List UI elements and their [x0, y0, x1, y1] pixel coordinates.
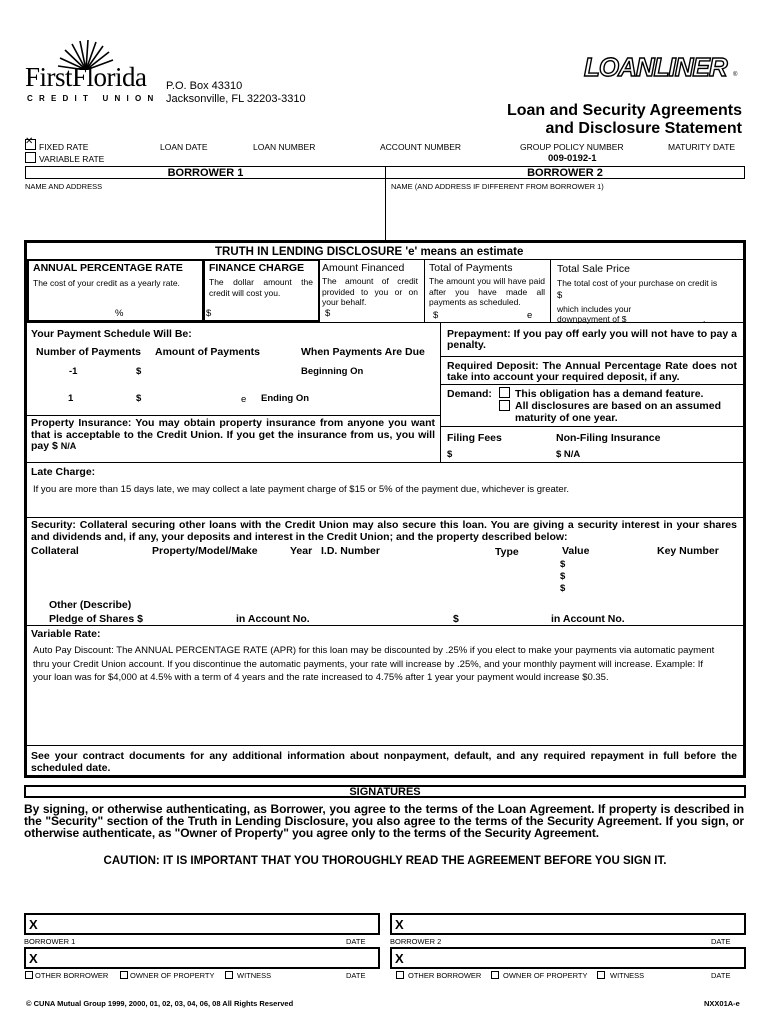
- total-payments-label: Total of Payments: [429, 262, 513, 274]
- copyright: © CUNA Mutual Group 1999, 2000, 01, 02, 03, 04, 06, 08 All Rights Reserved: [26, 999, 294, 1008]
- total-sale-price-value: $: [557, 290, 563, 301]
- col-number-payments: Number of Payments: [36, 346, 142, 358]
- other-date-label-left: DATE: [346, 971, 366, 980]
- borrower2-header: BORROWER 2: [385, 166, 745, 179]
- signature-x: X: [395, 917, 404, 932]
- signature-x: X: [395, 951, 404, 966]
- borrower1-date-label: DATE: [346, 937, 366, 946]
- non-filing-label: Non-Filing Insurance: [556, 432, 661, 444]
- contract-note: See your contract documents for any additional information about nonpayment, default, and any required repayment in full before the scheduled date.: [31, 750, 737, 774]
- property-insurance-text: Property Insurance: You may obtain property insurance from anyone you want that is acceptable to the Credit Union. If you get the insurance from us, you will pay $ N/A: [31, 417, 435, 452]
- owner-property-checkbox-right[interactable]: [491, 971, 499, 979]
- loan-number-label: LOAN NUMBER: [253, 142, 316, 152]
- other-date-label-right: DATE: [711, 971, 731, 980]
- witness-label-left: WITNESS: [237, 971, 272, 980]
- total-payments-desc: The amount you will have paid after you have made all payments as scheduled.: [429, 276, 545, 307]
- security-text: Security: Collateral securing other loans with the Credit Union may also secure this loan. You are giving a security interest in your shares and dividends and, if any, your deposits and interest in the Credit Union; and the property described below:: [31, 519, 737, 543]
- signatures-header: SIGNATURES: [24, 785, 746, 798]
- col-amount-payments: Amount of Payments: [155, 346, 261, 358]
- collateral-value3: $: [560, 583, 566, 594]
- demand-feature-checkbox[interactable]: [499, 387, 510, 398]
- other-borrower-label-left: OTHER BORROWER: [35, 971, 109, 980]
- row1-when: Beginning On: [301, 366, 364, 377]
- name-address2-label: NAME (AND ADDRESS IF DIFFERENT FROM BORROWER 1): [391, 182, 604, 191]
- other-borrower-checkbox-left[interactable]: [25, 971, 33, 979]
- borrower1-header: BORROWER 1: [25, 166, 386, 179]
- group-policy-value: 009-0192-1: [548, 153, 597, 164]
- schedule-title: Your Payment Schedule Will Be:: [31, 328, 192, 340]
- variable-rate-label-section: Variable Rate:: [31, 628, 101, 640]
- amount-financed-value: $: [325, 308, 331, 319]
- signature-x: X: [29, 951, 38, 966]
- fixed-rate-checkbox[interactable]: [25, 139, 36, 150]
- fixed-rate-label: FIXED RATE: [39, 142, 89, 152]
- witness-checkbox-right[interactable]: [597, 971, 605, 979]
- form-code: NXX01A-e: [704, 999, 740, 1008]
- amount-financed-desc: The amount of credit provided to you or on your behalf.: [322, 276, 418, 307]
- borrower2-date-label: DATE: [711, 937, 731, 946]
- owner-property-checkbox-left[interactable]: [120, 971, 128, 979]
- row2-amount: $: [136, 393, 142, 404]
- in-account-label1: in Account No.: [236, 613, 310, 625]
- property-insurance-value: N/A: [60, 441, 77, 451]
- col-type: Type: [495, 546, 519, 558]
- pledge-dollar: $: [453, 613, 459, 625]
- group-policy-label: GROUP POLICY NUMBER: [520, 142, 624, 152]
- other-describe-label: Other (Describe): [49, 599, 132, 611]
- finance-charge-label: FINANCE CHARGE: [209, 262, 305, 274]
- apr-value: %: [115, 308, 124, 319]
- registered-mark: ®: [733, 72, 738, 78]
- variable-rate-text: Auto Pay Discount: The ANNUAL PERCENTAGE RATE (APR) for this loan may be discounted by .25% if you elect to make your payments via automatic payment thru your Credit Union account. If you discontinue the automatic payments, your rate will increase by .25%, and your monthly payment will increase. Example: If your loan was for $4,000 at 4.5% with a term of 4 years and the rate increased to 4.75% after 1 year your payment would increase $0.35.: [33, 645, 715, 684]
- total-sale-price-label: Total Sale Price: [557, 263, 630, 275]
- title-line1: Loan and Security Agreements: [506, 102, 742, 119]
- col-when-due: When Payments Are Due: [301, 346, 425, 358]
- col-value: Value: [562, 545, 590, 557]
- finance-charge-desc: The dollar amount the credit will cost you.: [209, 277, 313, 298]
- logo-subtext: C R E D I T U N I O N: [27, 94, 156, 103]
- address-line2: Jacksonville, FL 32203-3310: [166, 93, 306, 105]
- row2-number: 1: [68, 393, 74, 404]
- variable-rate-checkbox[interactable]: [25, 152, 36, 163]
- col-collateral: Collateral: [31, 545, 79, 557]
- col-id-number: I.D. Number: [321, 545, 380, 557]
- variable-rate-label: VARIABLE RATE: [39, 154, 105, 164]
- non-filing-value: $ N/A: [556, 449, 581, 460]
- col-property: Property/Model/Make: [152, 545, 258, 557]
- filing-fees-value: $: [447, 449, 453, 460]
- maturity-date-label: MATURITY DATE: [668, 142, 736, 152]
- signatures-text: By signing, or otherwise authenticating, as Borrower, you agree to the terms of the Loan Agreement. If property is described in the "Security" section of the Truth in Lending Disclosure, you also agree to the terms of the Security Agreement. If you sign, or otherwise authenticate, as "Owner of Property" you agree only to the terms of the Security Agreement.: [24, 802, 744, 840]
- owner-property-label-right: OWNER OF PROPERTY: [503, 971, 588, 980]
- row2-when: Ending On: [261, 393, 310, 404]
- other-borrower-label-right: OTHER BORROWER: [408, 971, 482, 980]
- prepayment-text: Prepayment: If you pay off early you will not have to pay a penalty.: [447, 328, 737, 351]
- collateral-value1: $: [560, 559, 566, 570]
- downpayment-dot: .: [703, 314, 706, 324]
- tila-title: TRUTH IN LENDING DISCLOSURE 'e' means an estimate: [215, 246, 524, 258]
- borrower2-sig-label: BORROWER 2: [390, 937, 442, 946]
- finance-charge-value: $: [206, 308, 212, 319]
- other-borrower-checkbox-right[interactable]: [396, 971, 404, 979]
- pledge-shares-label: Pledge of Shares $: [49, 613, 143, 625]
- late-charge-text: If you are more than 15 days late, we may collect a late payment charge of $15 or 5% of the payment due, whichever is greater.: [33, 484, 569, 495]
- amount-financed-label: Amount Financed: [322, 262, 405, 274]
- other-signature-field-right[interactable]: [390, 947, 746, 969]
- witness-label-right: WITNESS: [610, 971, 645, 980]
- apr-label: ANNUAL PERCENTAGE RATE: [33, 262, 183, 274]
- address-line1: P.O. Box 43310: [166, 80, 243, 92]
- col-year: Year: [290, 545, 313, 557]
- caution-text: CAUTION: IT IS IMPORTANT THAT YOU THOROUGHLY READ THE AGREEMENT BEFORE YOU SIGN IT.: [103, 855, 667, 867]
- collateral-value2: $: [560, 571, 566, 582]
- row1-number: -1: [69, 366, 78, 377]
- row1-amount: $: [136, 366, 142, 377]
- owner-property-label-left: OWNER OF PROPERTY: [130, 971, 215, 980]
- signature-x: X: [29, 917, 38, 932]
- loan-date-label: LOAN DATE: [160, 142, 208, 152]
- apr-desc: The cost of your credit as a yearly rate.: [33, 278, 180, 288]
- assumed-maturity-checkbox[interactable]: [499, 400, 510, 411]
- demand-option1: This obligation has a demand feature.: [515, 388, 704, 400]
- total-payments-value: $: [433, 310, 439, 321]
- loanliner-logo: LOANLINER: [584, 52, 727, 82]
- total-sale-price-desc: The total cost of your purchase on credit is: [557, 278, 718, 288]
- borrower1-sig-label: BORROWER 1: [24, 937, 76, 946]
- row2-estimate: e: [241, 394, 247, 405]
- in-account-label2: in Account No.: [551, 613, 625, 625]
- title-line2: and Disclosure Statement: [545, 120, 742, 137]
- filing-fees-label: Filing Fees: [447, 432, 502, 444]
- downpayment-label: which includes your downpayment of $: [557, 304, 632, 324]
- col-key-number: Key Number: [657, 545, 719, 557]
- required-deposit-text: Required Deposit: The Annual Percentage Rate does not take into account your required deposit, if any.: [447, 360, 737, 383]
- late-charge-label: Late Charge:: [31, 466, 96, 478]
- logo-text: FirstFlorida: [25, 62, 147, 92]
- other-signature-field-left[interactable]: [24, 947, 380, 969]
- borrower1-signature-field[interactable]: [24, 913, 380, 935]
- borrower2-signature-field[interactable]: [390, 913, 746, 935]
- account-number-label: ACCOUNT NUMBER: [380, 142, 462, 152]
- total-payments-estimate: e: [527, 310, 533, 321]
- witness-checkbox-left[interactable]: [225, 971, 233, 979]
- demand-label: Demand:: [447, 388, 492, 400]
- name-address-label: NAME AND ADDRESS: [25, 182, 103, 191]
- demand-option2: All disclosures are based on an assumed maturity of one year.: [515, 400, 721, 424]
